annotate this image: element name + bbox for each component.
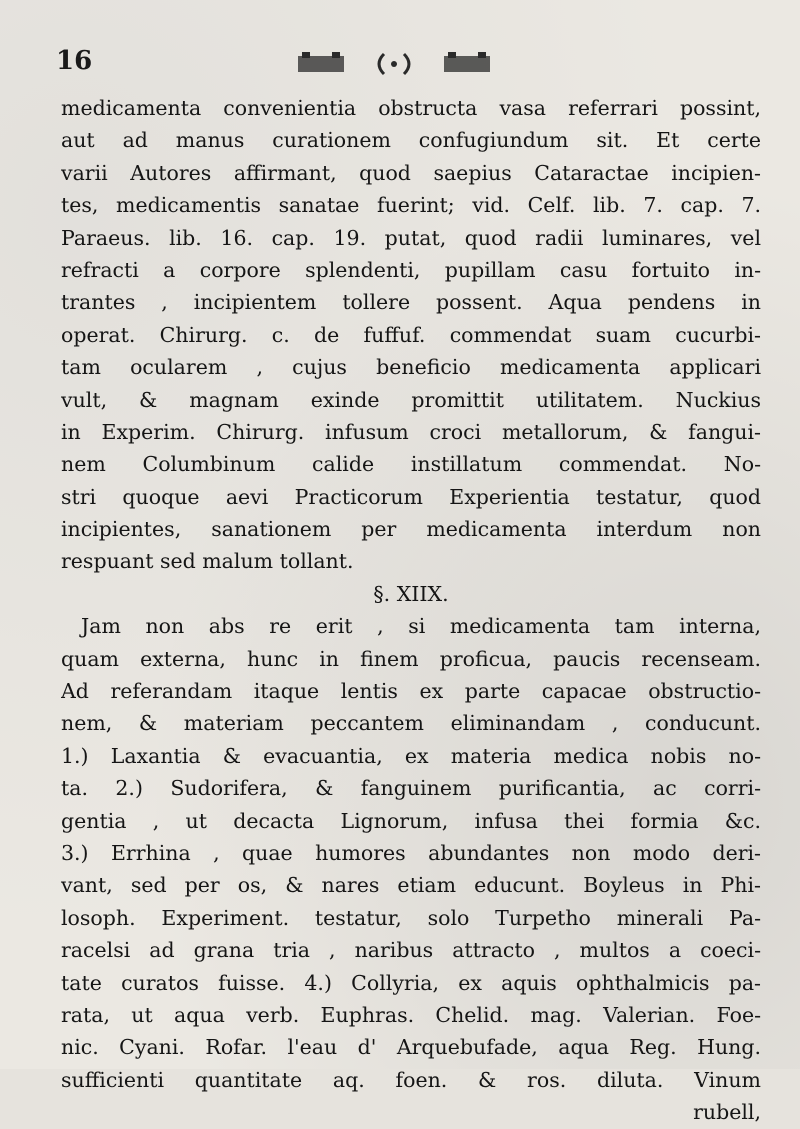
text-line: varii Autores affirmant, quod saepius Cataractae incipien- — [61, 160, 761, 185]
text-line: tate curatos fuisse. 4.) Collyria, ex aquis ophthalmicis pa- — [61, 970, 761, 995]
text-line: §. XIIX. — [373, 581, 449, 606]
text-line: nem Columbinum calide instillatum commendat. No- — [61, 452, 761, 477]
text-line: in Experim. Chirurg. infusum croci metallorum, & fangui- — [61, 419, 761, 444]
text-line: ta. 2.) Sudorifera, & fanguinem purificantia, ac corri- — [61, 776, 761, 801]
text-line: nic. Cyani. Rofar. l'eau d' Arquebufade, aqua Reg. Hung. — [61, 1035, 761, 1060]
text-line: trantes , incipientem tollere possent. Aqua pendens in — [61, 290, 761, 315]
text-line: refracti a corpore splendenti, pupillam casu fortuito in- — [61, 257, 761, 282]
text-line: Paraeus. lib. 16. cap. 19. putat, quod radii luminares, vel — [61, 225, 761, 250]
text-line: nem, & materiam peccantem eliminandam , conducunt. — [61, 711, 761, 736]
page-header — [40, 46, 760, 92]
text-line: rata, ut aqua verb. Euphras. Chelid. mag. Valerian. Foe- — [61, 1002, 761, 1027]
text-line: stri quoque aevi Practicorum Experientia testatur, quod — [61, 484, 761, 509]
text-line: respuant sed malum tollant. — [61, 549, 354, 574]
text-line: 3.) Errhina , quae humores abundantes non modo deri- — [61, 840, 761, 865]
text-line: operat. Chirurg. c. de fuffuf. commendat suam cucurbi- — [61, 322, 761, 347]
text-line: vult, & magnam exinde promittit utilitatem. Nuckius — [61, 387, 761, 412]
text-line: quam externa, hunc in finem proficua, paucis recenseam. — [61, 646, 761, 671]
text-line: tam ocularem , cujus beneficio medicamenta applicari — [61, 355, 761, 380]
text-line: vant, sed per os, & nares etiam educunt. Boyleus in Phi- — [61, 873, 761, 898]
text-line: racelsi ad grana tria , naribus attracto , multos a coeci- — [61, 938, 761, 963]
text-line: Ad referandam itaque lentis ex parte capacae obstructio- — [61, 679, 761, 704]
text-line: 1.) Laxantia & evacuantia, ex materia medica nobis no- — [61, 743, 761, 768]
text-line: aut ad manus curationem confugiundum sit. Et certe — [61, 128, 761, 153]
body-text — [61, 92, 761, 1129]
text-line: incipientes, sanationem per medicamenta interdum non — [61, 517, 761, 542]
text-line: medicamenta convenientia obstructa vasa referrari possint, — [61, 96, 761, 120]
printer-ornament-icon — [284, 50, 504, 78]
text-line: tes, medicamentis sanatae fuerint; vid. Celf. lib. 7. cap. 7. — [61, 193, 761, 218]
text-line: sufficienti quantitate aq. foen. & ros. diluta. Vinum — [61, 1067, 761, 1092]
text-line: gentia , ut decacta Lignorum, infusa thei formia &c. — [61, 808, 761, 833]
text-line: Jam non abs re erit , si medicamenta tam interna, — [81, 614, 761, 639]
page-number: 16 — [56, 46, 93, 76]
text-line: losoph. Experiment. testatur, solo Turpetho minerali Pa- — [61, 905, 761, 930]
text-line: rubell, — [693, 1100, 761, 1125]
